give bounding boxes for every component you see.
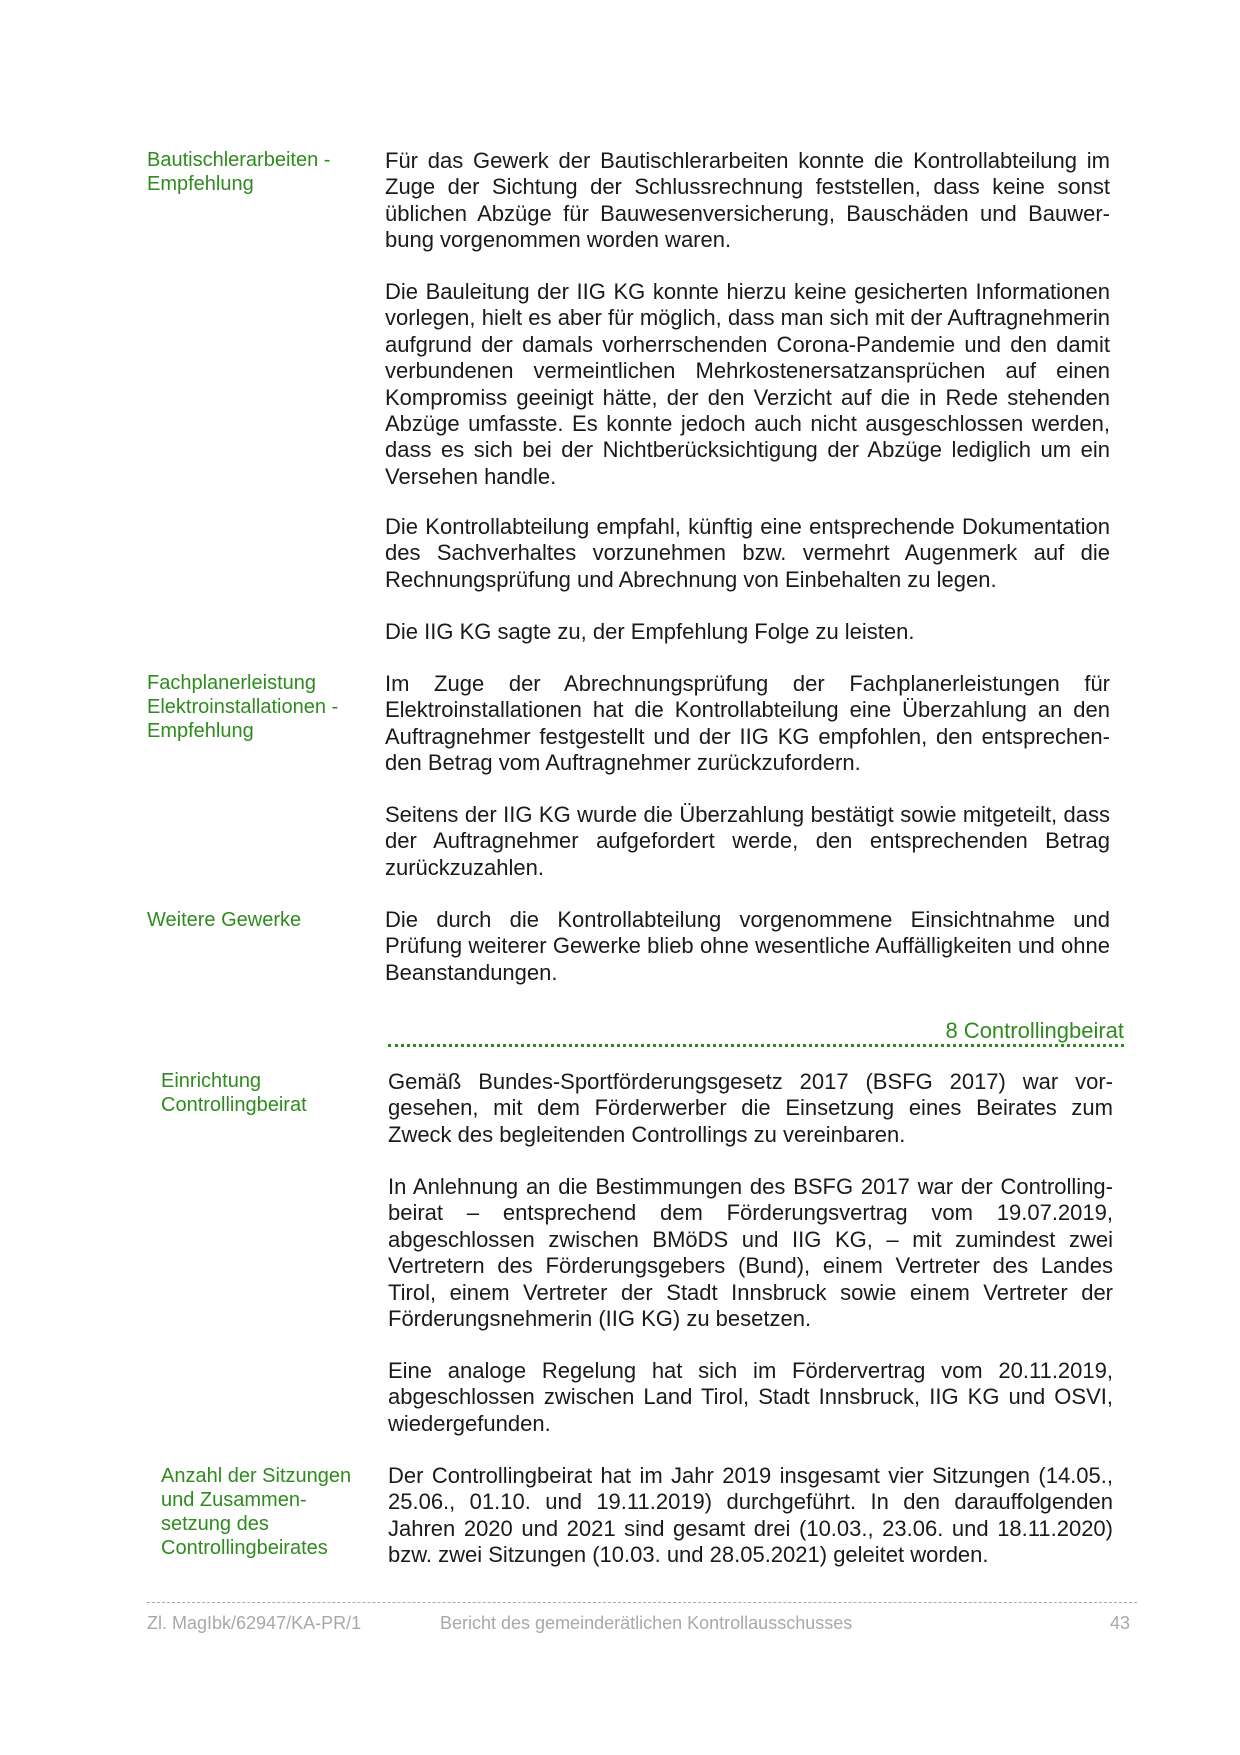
footer-reference: Zl. MagIbk/62947/KA-PR/1 xyxy=(147,1613,362,1633)
footer-divider xyxy=(147,1602,1137,1603)
paragraph: Die IIG KG sagte zu, der Empfehlung Folge zu leisten. xyxy=(385,619,915,644)
paragraph: Der Controllingbeirat hat im Jahr 2019 insgesamt vier Sitzungen (14.05., 25.06., 01.10. und 19.11.2019) durchgeführt. In den darauffolgenden Jahren 2020 und 2021 sind gesamt drei (10.03., 23.06. und 18.11.2020) bzw. zwei Sitzungen (10.03. und 28.05.2021) geleitet worden. xyxy=(388,1463,1113,1568)
heading-divider xyxy=(388,1044,1124,1047)
paragraph: Die Bauleitung der IIG KG konnte hierzu keine gesicherten Informationen vorlegen, hielt es aber für möglich, dass man sich mit der Auftragnehmerin aufgrund der damals vorherrschenden Corona-Pandemie und den damit verbundenen vermeintlichen Mehrkostenersatzansprüchen auf einen Kompromiss geeinigt hätte, der den Verzicht auf die in Rede stehenden Abzüge umfasste. Es konnte jedoch auch nicht ausgeschlossen werden, dass es sich bei der Nichtberücksichtigung der Abzüge lediglich um ein Versehen handle. xyxy=(385,279,1110,489)
paragraph: Die durch die Kontrollabteilung vorgenommene Einsichtnahme und Prüfung weiterer Gewerke blieb ohne wesentliche Auffälligkeiten und ohne Beanstandungen. xyxy=(385,907,1110,985)
paragraph: Die Kontrollabteilung empfahl, künftig eine entsprechende Dokumentation des Sachverhaltes vorzunehmen bzw. vermehrt Augenmerk auf die Rechnungsprüfung und Abrechnung von Einbehalten zu legen. xyxy=(385,514,1110,592)
paragraph: Im Zuge der Abrechnungsprüfung der Fachplanerleistungen für Elektroinstallationen hat die Kontrollabteilung eine Überzahlung an den Auftragnehmer festgestellt und der IIG KG empfohlen, den entsprechenden Betrag vom Auftragnehmer zurückzufordern. xyxy=(385,671,1110,776)
margin-label-weitere-gewerke: Weitere Gewerke xyxy=(147,909,302,931)
margin-label-bautischlerarbeiten: Bautischlerarbeiten - Empfehlung xyxy=(147,149,331,195)
paragraph: Gemäß Bundes-Sportförderungsgesetz 2017 (BSFG 2017) war vorgesehen, mit dem Förderwerber die Einsetzung eines Beirates zum Zweck des begleitenden Controllings zu vereinbaren. xyxy=(388,1069,1113,1147)
page-number: 43 xyxy=(1109,1613,1130,1633)
paragraph: Seitens der IIG KG wurde die Überzahlung bestätigt sowie mitgeteilt, dass der Auftragnehmer aufgefordert werde, den entsprechenden Betrag zurückzuzahlen. xyxy=(385,802,1110,880)
margin-label-fachplanerleistung: Fachplanerleistung Elektroinstallationen - Empfehlung xyxy=(147,672,339,742)
chapter-heading: 8 Controllingbeirat xyxy=(945,1018,1124,1043)
paragraph: Eine analoge Regelung hat sich im Fördervertrag vom 20.11.2019, abgeschlossen zwischen Land Tirol, Stadt Innsbruck, IIG KG und OSVI, wiedergefunden. xyxy=(388,1358,1113,1436)
footer-title: Bericht des gemeinderätlichen Kontrollausschusses xyxy=(440,1613,853,1633)
paragraph: In Anlehnung an die Bestimmungen des BSFG 2017 war der Controllingbeirat – entsprechend dem Förderungsvertrag vom 19.07.2019, abgeschlossen zwischen BMöDS und IIG KG, – mit zumindest zwei Vertretern des Förderungsgebers (Bund), einem Vertreter des Landes Tirol, einem Vertreter der Stadt Innsbruck sowie einem Vertreter der Förderungsnehmerin (IIG KG) zu besetzen. xyxy=(388,1174,1113,1332)
margin-label-einrichtung: Einrichtung Controllingbeirat xyxy=(161,1070,307,1116)
margin-label-anzahl-sitzungen: Anzahl der Sitzungen und Zusammen- setzung des Controllingbeirates xyxy=(161,1465,352,1559)
paragraph: Für das Gewerk der Bautischlerarbeiten konnte die Kontrollabteilung im Zuge der Sichtung der Schlussrechnung feststellen, dass keine sonst üblichen Abzüge für Bauwesenversicherung, Bauschäden und Bauwerbung vorgenommen worden waren. xyxy=(385,148,1110,253)
